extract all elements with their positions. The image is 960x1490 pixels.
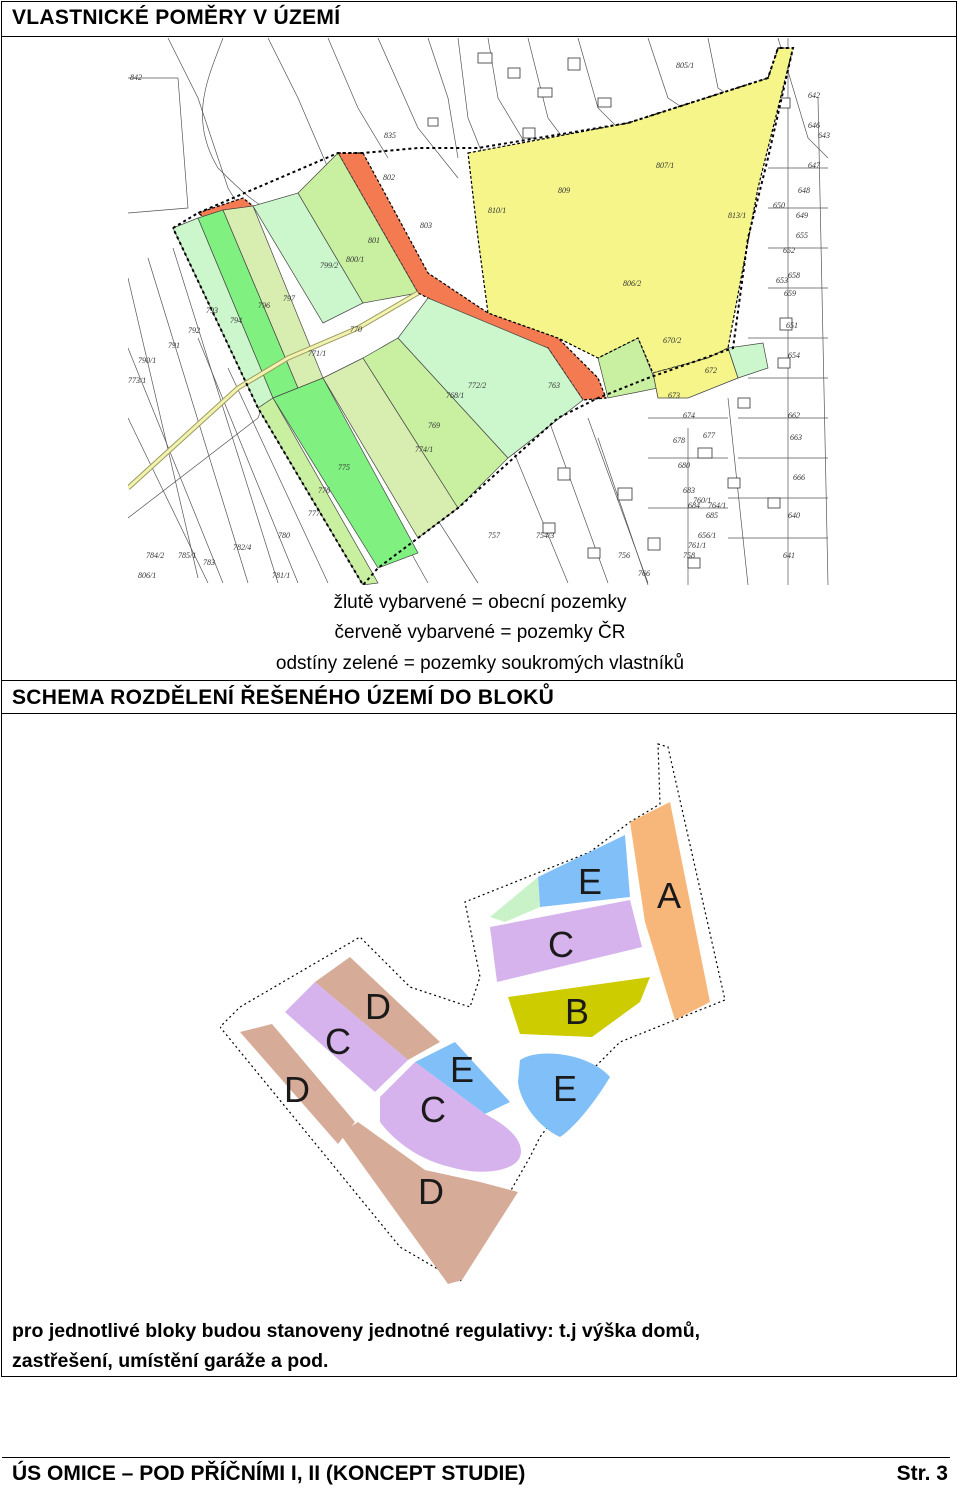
parcel-number: 803: [420, 221, 432, 230]
parcel-number: 677: [703, 431, 715, 440]
parcel-number: 813/1: [728, 211, 747, 220]
parcel-number: 807/1: [656, 161, 675, 170]
parcel-number: 792: [188, 326, 200, 335]
parcel-number: 643: [818, 131, 830, 140]
block-label-D-bottom: D: [418, 1171, 444, 1212]
note-line-1: pro jednotlivé bloky budou stanoveny jednotné regulativy: t.j výška domů,: [12, 1320, 701, 1342]
parcel-number: 757: [488, 531, 500, 540]
parcel-number: 784/2: [146, 551, 165, 560]
parcel-number: 774/1: [415, 445, 434, 454]
section-title-blocks: SCHEMA ROZDĚLENÍ ŘEŠENÉHO ÚZEMÍ DO BLOKŮ: [12, 686, 555, 709]
parcel-number: 673: [668, 391, 680, 400]
parcel-number: 809: [558, 186, 570, 195]
parcel-number: 653: [776, 276, 788, 285]
divider: [1, 36, 957, 37]
parcel-number: 647: [808, 161, 820, 170]
divider: [1, 680, 957, 681]
parcel-number: 642: [808, 91, 820, 100]
parcel-number: 806/2: [623, 279, 642, 288]
parcel-number: 640: [788, 511, 800, 520]
block-division-schema: [220, 742, 730, 1287]
parcel-number: 783: [203, 558, 215, 567]
parcel-number: 659: [784, 289, 796, 298]
block-label-E-right: E: [553, 1068, 578, 1109]
parcel-number: 655: [796, 231, 808, 240]
parcel-number: 685: [706, 511, 718, 520]
parcel-number: 754/3: [536, 531, 555, 540]
section-title-ownership: VLASTNICKÉ POMĚRY V ÚZEMÍ: [12, 6, 341, 29]
parcel-number: 680: [678, 461, 690, 470]
parcel-number: 810/1: [488, 206, 507, 215]
parcel-number: 806/1: [138, 571, 157, 580]
block-label-A: A: [657, 875, 682, 916]
legend-private: odstíny zelené = pozemky soukromých vlastníků: [275, 653, 685, 674]
parcel-number: 663: [790, 433, 802, 442]
footer-document-title: ÚS OMICE – POD PŘÍČNÍMI I, II (KONCEPT STUDIE): [12, 1462, 526, 1485]
divider: [1, 713, 957, 714]
footer-page-number: Str. 3: [896, 1462, 948, 1485]
block-label-E-top: E: [578, 861, 603, 902]
parcel-number: 793: [206, 306, 218, 315]
parcel-number: 790/1: [138, 356, 157, 365]
parcel-number: 791: [168, 341, 180, 350]
footer-divider: [2, 1457, 950, 1458]
parcel-number: 800/1: [346, 255, 365, 264]
parcel-number: 801: [368, 236, 380, 245]
parcel-number: 666: [793, 473, 805, 482]
parcel-number: 674: [683, 411, 695, 420]
parcel-number: 760/1: [693, 496, 712, 505]
parcel-number: 794: [230, 316, 242, 325]
parcel-number: 662: [788, 411, 800, 420]
block-label-D-top: D: [365, 986, 391, 1027]
parcel-number: 773/1: [128, 376, 147, 385]
parcel-number: 771/1: [308, 349, 327, 358]
parcel-number: 766: [638, 569, 650, 578]
parcel-number: 683: [683, 486, 695, 495]
parcel-number: 769: [428, 421, 440, 430]
parcel-number: 650: [773, 201, 785, 210]
parcel-number: 646: [808, 121, 820, 130]
note-line-2: zastřešení, umístění garáže a pod.: [12, 1350, 329, 1372]
parcel-number: 842: [130, 73, 142, 82]
block-label-C-left: C: [325, 1021, 351, 1062]
block-label-D-left: D: [284, 1069, 310, 1110]
parcel-number: 777: [308, 509, 320, 518]
parcel-number: 772/2: [468, 381, 487, 390]
parcel-number: 651: [786, 321, 798, 330]
parcel-number: 776: [318, 486, 330, 495]
block-label-B: B: [565, 991, 590, 1032]
parcel-number: 802: [383, 173, 395, 182]
parcel-number: 770: [350, 325, 362, 334]
block-label-C-middle: C: [420, 1089, 446, 1130]
parcel-number: 764/1: [708, 501, 727, 510]
legend-state: červeně vybarvené = pozemky ČR: [334, 622, 626, 643]
parcel-number: 756: [618, 551, 630, 560]
parcel-number: 797: [283, 294, 295, 303]
block-label-E-middle: E: [450, 1049, 475, 1090]
parcel-number: 775: [338, 463, 350, 472]
parcel-number: 785/1: [178, 551, 197, 560]
parcel-number: 656/1: [698, 531, 717, 540]
parcel-number: 672: [705, 366, 717, 375]
parcel-number: 670/2: [663, 336, 682, 345]
parcel-number: 684: [688, 501, 700, 510]
parcel-number: 763: [548, 381, 560, 390]
parcel-number: 652: [783, 246, 795, 255]
block-label-C-top: C: [548, 924, 574, 965]
parcel-number: 641: [783, 551, 795, 560]
parcel-number: 654: [788, 351, 800, 360]
parcel-number: 805/1: [676, 61, 695, 70]
parcel-number: 758: [683, 551, 695, 560]
parcel-number: 648: [798, 186, 810, 195]
parcel-number: 799/2: [320, 261, 339, 270]
legend-municipal: žlutě vybarvené = obecní pozemky: [333, 592, 627, 613]
parcel-number: 835: [384, 131, 396, 140]
parcel-number: 768/1: [446, 391, 465, 400]
parcel-number: 782/4: [233, 543, 252, 552]
cadastral-ownership-map: [128, 38, 830, 585]
parcel-number: 796: [258, 301, 270, 310]
parcel-number: 678: [673, 436, 685, 445]
parcel-number: 780: [278, 531, 290, 540]
parcel-number: 761/1: [688, 541, 707, 550]
parcel-number: 649: [796, 211, 808, 220]
parcel-number: 781/1: [272, 571, 291, 580]
parcel-number: 658: [788, 271, 800, 280]
